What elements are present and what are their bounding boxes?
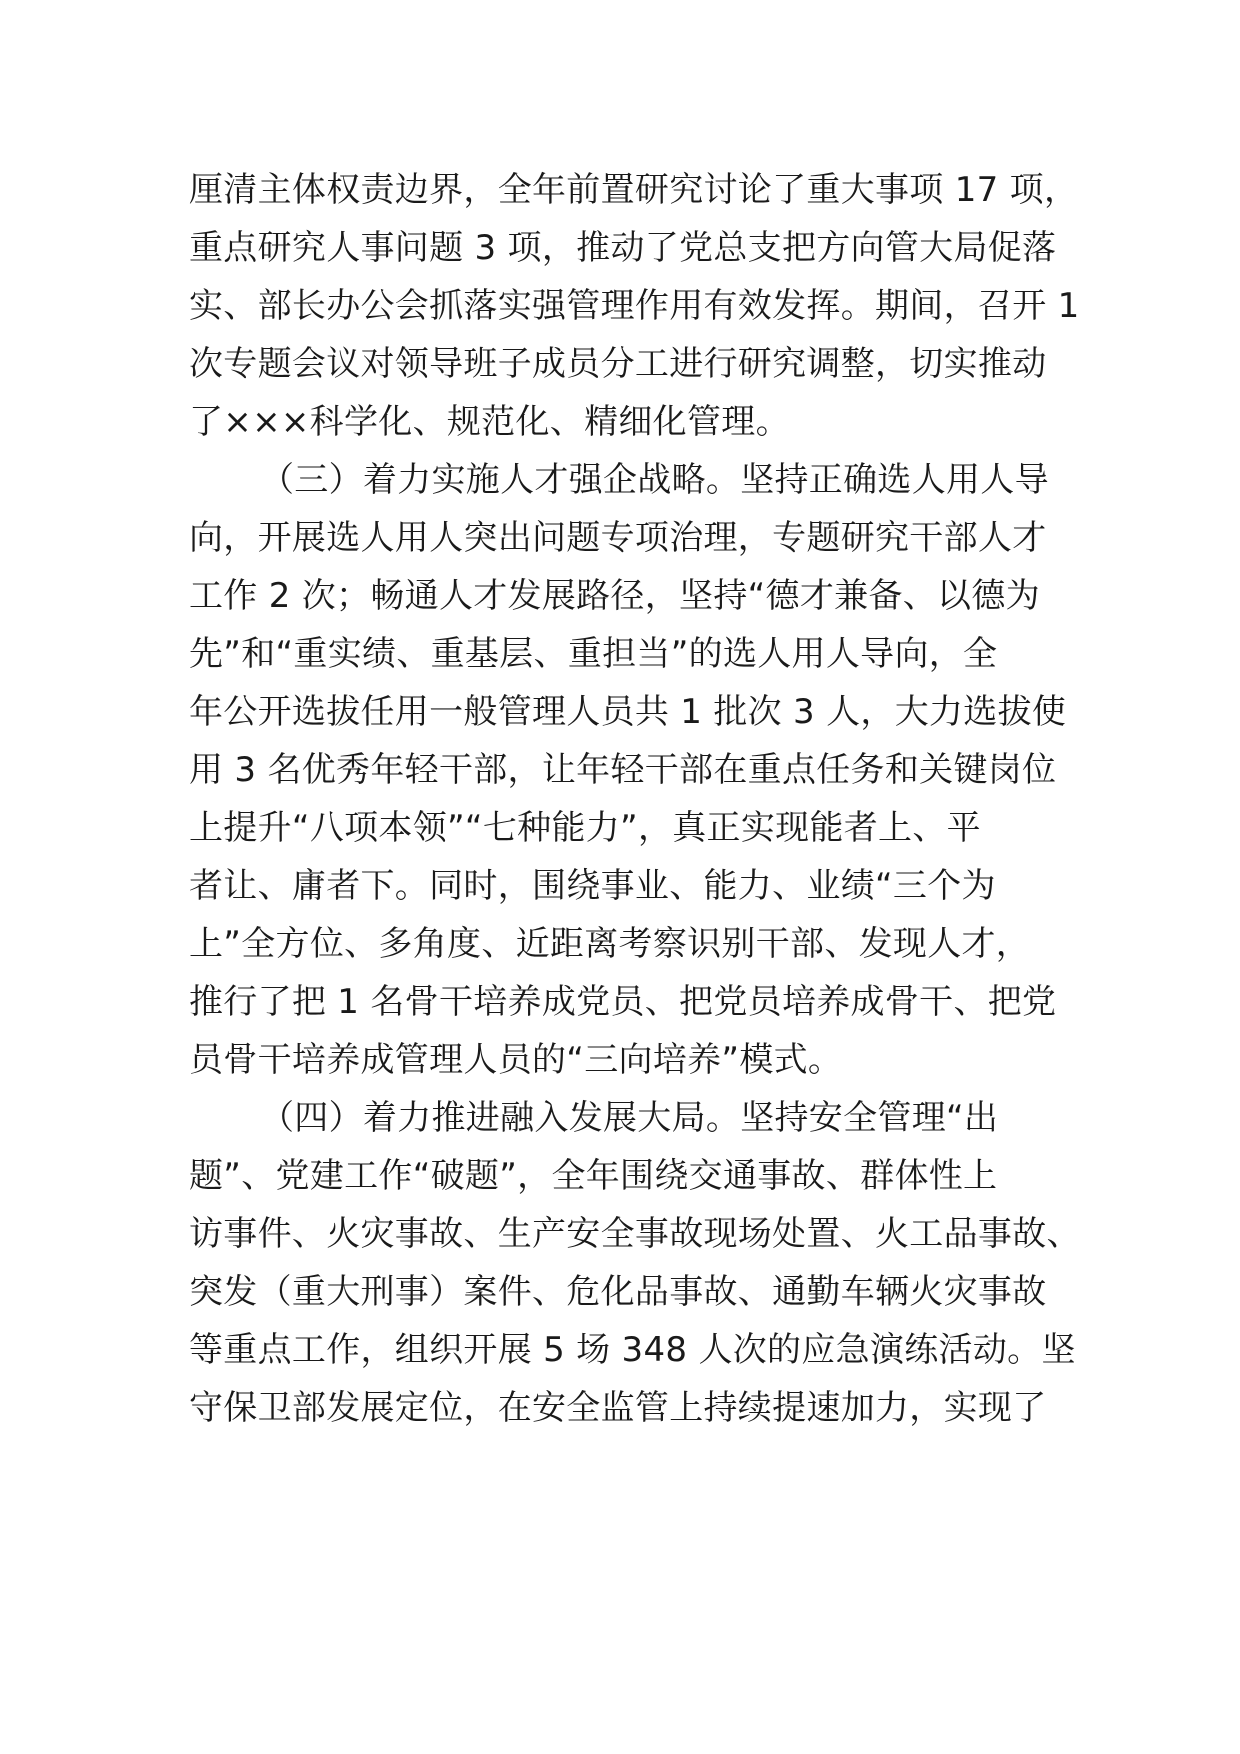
text-line: 用 3 名优秀年轻干部，让年轻干部在重点任务和关键岗位 bbox=[189, 750, 1057, 790]
text-line: 守保卫部发展定位，在安全监管上持续提速加力，实现了 bbox=[189, 1388, 1047, 1428]
text-line: 工作 2 次；畅通人才发展路径，坚持“德才兼备、以德为 bbox=[189, 576, 1040, 616]
text-line: 者让、庸者下。同时，围绕事业、能力、业绩“三个为 bbox=[189, 866, 996, 906]
section-heading-line: （四）着力推进融入发展大局。坚持安全管理“出 bbox=[260, 1098, 999, 1138]
text-line: 突发（重大刑事）案件、危化品事故、通勤车辆火灾事故 bbox=[189, 1272, 1047, 1312]
text-line: 上提升“八项本领”“七种能力”，真正实现能者上、平 bbox=[189, 808, 981, 848]
section-heading-line: （三）着力实施人才强企战略。坚持正确选人用人导 bbox=[260, 460, 1049, 500]
text-line: 厘清主体权责边界，全年前置研究讨论了重大事项 17 项， bbox=[189, 170, 1079, 210]
text-line: 先”和“重实绩、重基层、重担当”的选人用人导向，全 bbox=[189, 634, 998, 674]
text-line: 上”全方位、多角度、近距离考察识别干部、发现人才， bbox=[189, 924, 1031, 964]
text-line: 员骨干培养成管理人员的“三向培养”模式。 bbox=[189, 1040, 843, 1080]
text-line: 了×××科学化、规范化、精细化管理。 bbox=[189, 402, 790, 442]
text-line: 向，开展选人用人突出问题专项治理，专题研究干部人才 bbox=[189, 518, 1047, 558]
text-line: 实、部长办公会抓落实强管理作用有效发挥。期间，召开 1 bbox=[189, 286, 1080, 326]
text-line: 推行了把 1 名骨干培养成党员、把党员培养成骨干、把党 bbox=[189, 982, 1057, 1022]
text-line: 重点研究人事问题 3 项，推动了党总支把方向管大局促落 bbox=[189, 228, 1057, 268]
text-line: 年公开选拔任用一般管理人员共 1 批次 3 人，大力选拔使 bbox=[189, 692, 1067, 732]
text-line: 等重点工作，组织开展 5 场 348 人次的应急演练活动。坚 bbox=[189, 1330, 1076, 1370]
text-line: 访事件、火灾事故、生产安全事故现场处置、火工品事故、 bbox=[189, 1214, 1081, 1254]
text-line: 次专题会议对领导班子成员分工进行研究调整，切实推动 bbox=[189, 344, 1047, 384]
text-line: 题”、党建工作“破题”，全年围绕交通事故、群体性上 bbox=[189, 1156, 998, 1196]
